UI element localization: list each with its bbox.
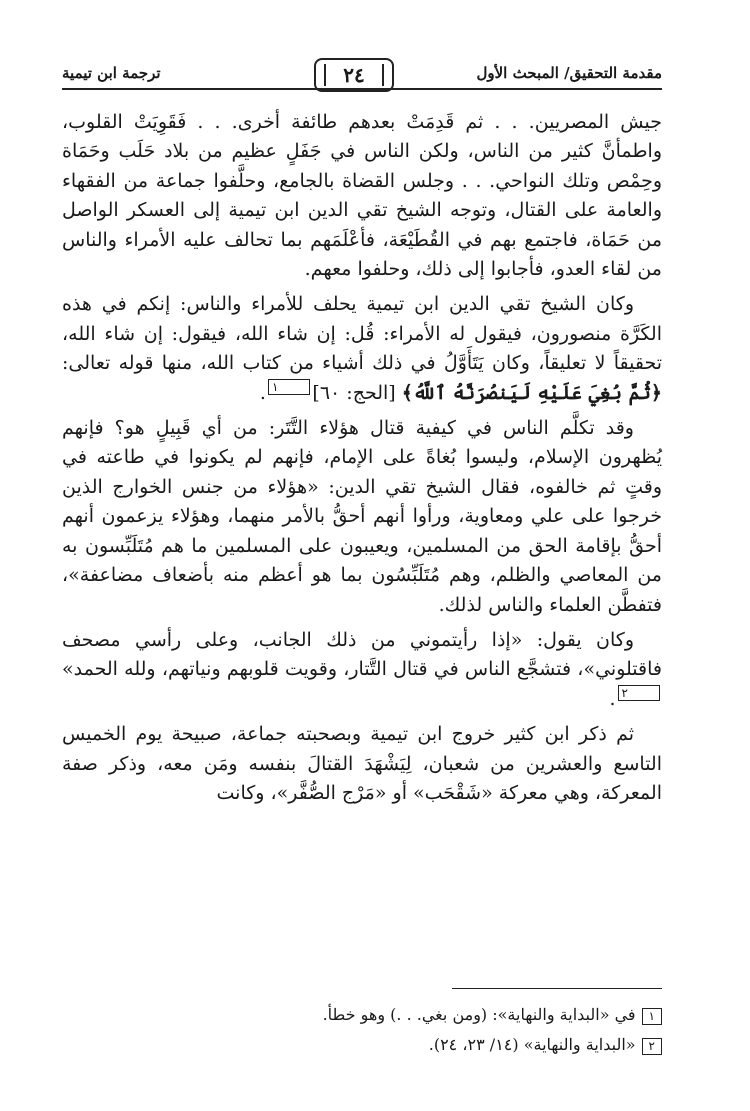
page-header: [62, 58, 662, 94]
paragraph-1: جيش المصريين. . . ثم قَدِمَتْ بعدهم طائفة أخرى. . . فَقَوِيَتْ القلوب، واطمأنَّ كثير من الناس، ولكن الناس في جَفَلٍ عظيم من بلاد حَلَب وحَمَاة وحِمْص وتلك النواحي. . . وجلس القضاة بالجامع، وحلَّفوا جماعة من الفقهاء والعامة على القتال، وتوجه الشيخ تقي الدين ابن تيمية إلى العسكر الواصل من حَمَاة، فاجتمع بهم في القُطَيْعَة، فأعْلَمَهم بما تحالف عليه الأمراء والناس من لقاء العدو، فأجابوا إلى ذلك، وحلفوا معهم.: [62, 111, 662, 281]
footnote-number-1: ١: [642, 1008, 662, 1025]
paragraph-2-text: وكان الشيخ تقي الدين ابن تيمية يحلف للأمراء والناس: إنكم في هذه الكَرَّة منصورون، فيقول له الأمراء: قُل: إن شاء الله، فيقول: إن شاء الله، تحقيقاً لا تعليقاً، وكان يَتَأَوَّلُ في ذلك أشياء من كتاب الله، منها قوله تعالى:: [62, 293, 662, 375]
footnote-text-1: في «البداية والنهاية»: (ومن بغي. . .) وهو خطأ.: [322, 1005, 636, 1024]
footnote-divider: [452, 988, 662, 989]
footnote-number-2: ٢: [642, 1038, 662, 1055]
paragraph-5: ثم ذكر ابن كثير خروج ابن تيمية وبصحبته جماعة، صبيحة يوم الخميس التاسع والعشرين من شعبان، لِيَشْهَدَ القتالَ بنفسه ومَن معه، وذكر صفة المعركة، وهي معركة «شَقْحَب» أو «مَرْج الصُّفَّر»، وكانت: [62, 723, 662, 804]
verse-reference: [الحج: ٦٠]: [312, 381, 402, 404]
page-number: ٢٤: [343, 63, 365, 87]
footnotes: [62, 1000, 662, 1060]
paragraph-4: [62, 626, 662, 714]
paragraph-4-text: وكان يقول: «إذا رأيتموني من ذلك الجانب، وعلى رأسي مصحف فاقتلوني»، فتشجَّع الناس في قتال التَّتار، وقويت قلوبهم ونياتهم، ولله الحمد»: [62, 628, 662, 681]
footnote-2: [62, 1030, 662, 1060]
paragraph-4-end: .: [609, 687, 616, 710]
footnote-ref-1[interactable]: ١: [268, 379, 310, 395]
quran-verse: ﴿ثُمَّ بُغِيَ عَلَيْهِ لَيَنصُرَنَّهُ ٱللَّهُ﴾: [401, 381, 662, 404]
paragraph-2-end: .: [259, 381, 266, 404]
header-divider: [62, 88, 662, 90]
running-header-section: مقدمة التحقيق/ المبحث الأول: [476, 64, 662, 82]
footnote-ref-2[interactable]: ٢: [618, 685, 660, 701]
running-header-chapter: ترجمة ابن تيمية: [62, 64, 161, 82]
paragraph-2: [62, 290, 662, 408]
main-text: [62, 108, 662, 814]
paragraph-3: وقد تكلَّم الناس في كيفية قتال هؤلاء التَّتَر: من أي قَبِيلٍ هو؟ فإنهم يُظهرون الإسلام، وليسوا بُغاةً على الإمام، فإنهم لم يكونوا في طاعته في وقتٍ ثم خالفوه، فقال الشيخ تقي الدين: «هؤلاء من جنس الخوارج الذين خرجوا على علي ومعاوية، ورأوا أنهم أحقُّ بالأمر منهما، وهؤلاء يزعمون أنهم أحقُّ بإقامة الحق من المسلمين، ويعيبون على المسلمين ما هم مُتَلَبِّسون به من المعاصي والظلم، وهم مُتَلَبِّسُون بما هو أعظم منه بأضعاف مضاعفة»، فتفطَّن العلماء والناس لذلك.: [62, 417, 662, 616]
page-number-frame: [314, 58, 394, 92]
footnote-1: [62, 1000, 662, 1030]
footnote-text-2: «البداية والنهاية» (١٤/ ٢٣، ٢٤).: [428, 1035, 636, 1054]
